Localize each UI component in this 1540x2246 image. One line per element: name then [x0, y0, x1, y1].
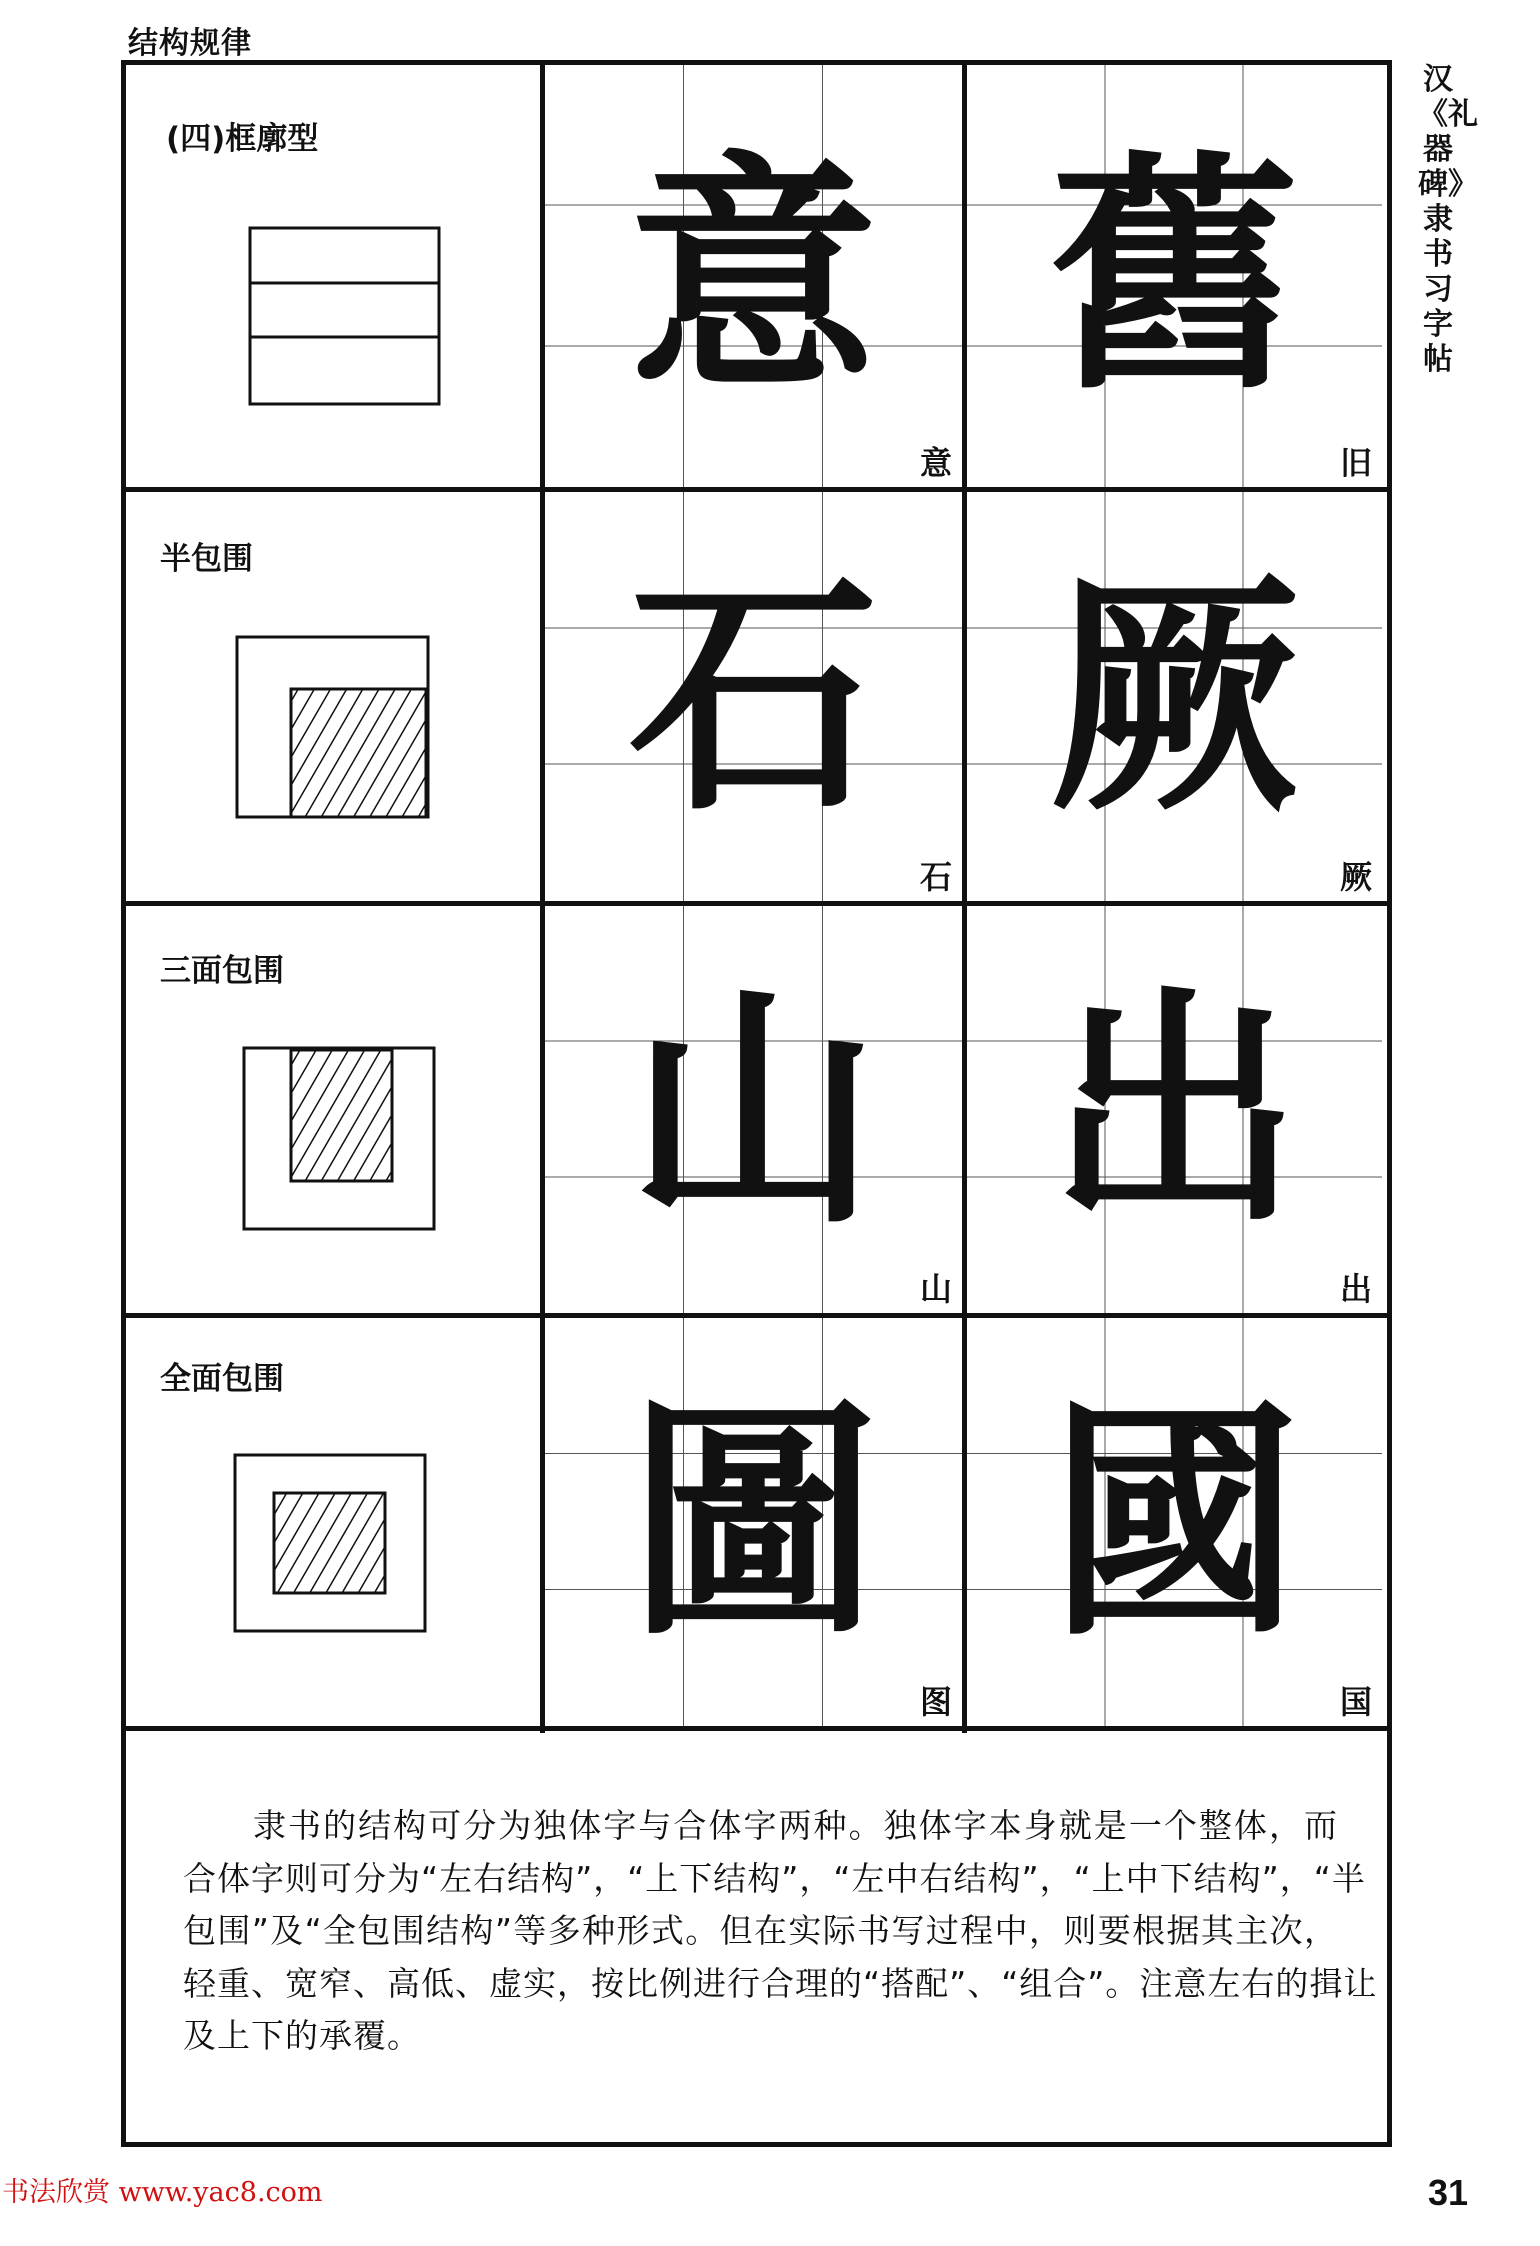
calligraphy-character: 石 — [628, 549, 879, 844]
character-cell — [967, 1318, 1382, 1726]
character-caption: 图 — [919, 1682, 952, 1721]
calligraphy-character: 意 — [628, 129, 879, 423]
page-number: 31 — [1428, 2172, 1469, 2213]
row-label: (四)框廓型 — [166, 121, 319, 157]
three-side-enclosure-icon — [244, 1048, 434, 1229]
paragraph-line: 及上下的承覆。 — [183, 2016, 421, 2055]
paragraph-line: 包围”及“全包围结构”等多种形式。但在实际书写过程中，则要根据其主次， — [183, 1911, 1338, 1950]
character-cell — [967, 492, 1382, 901]
paragraph-line: 隶书的结构可分为独体字与合体字两种。独体字本身就是一个整体，而 — [253, 1806, 1338, 1845]
stacked-frame-icon — [250, 228, 439, 404]
row-label: 半包围 — [160, 541, 253, 577]
character-caption: 厥 — [1339, 857, 1372, 896]
character-cell — [545, 1318, 962, 1726]
character-caption: 出 — [1339, 1269, 1372, 1308]
calligraphy-character: 出 — [1049, 962, 1300, 1257]
character-caption: 山 — [919, 1269, 952, 1308]
calligraphy-character: 厥 — [1049, 549, 1300, 844]
row-label: 全面包围 — [160, 1361, 284, 1397]
structure-diagrams — [0, 0, 540, 1730]
character-cell — [967, 65, 1382, 487]
calligraphy-character: 圖 — [628, 1375, 879, 1669]
calligraphy-character: 國 — [1049, 1375, 1300, 1669]
section-title: 结构规律 — [128, 26, 252, 61]
character-caption: 国 — [1339, 1682, 1372, 1721]
character-caption: 意 — [919, 443, 952, 482]
explanation-paragraph — [183, 1800, 1378, 2063]
watermark-site: 书法欣赏 www.yac8.com — [2, 2177, 323, 2208]
character-caption: 石 — [919, 857, 952, 896]
half-enclosure-icon — [237, 637, 428, 817]
character-caption: 旧 — [1339, 443, 1372, 482]
row-label: 三面包围 — [160, 953, 284, 989]
book-title-vertical: 汉《礼器碑》隶书习字帖 — [1418, 62, 1478, 377]
paragraph-line: 合体字则可分为“左右结构”，“上下结构”，“左中右结构”，“上中下结构”，“半 — [183, 1858, 1366, 1898]
character-cell — [545, 492, 962, 901]
paragraph-line: 轻重、宽窄、高低、虚实，按比例进行合理的“搭配”、“组合”。注意左右的揖让 — [183, 1963, 1378, 2003]
character-cell — [967, 906, 1382, 1313]
character-cell — [545, 65, 962, 487]
calligraphy-character: 舊 — [1049, 129, 1300, 423]
full-enclosure-icon — [235, 1455, 425, 1631]
calligraphy-character: 山 — [628, 962, 879, 1257]
character-cell — [545, 906, 962, 1313]
